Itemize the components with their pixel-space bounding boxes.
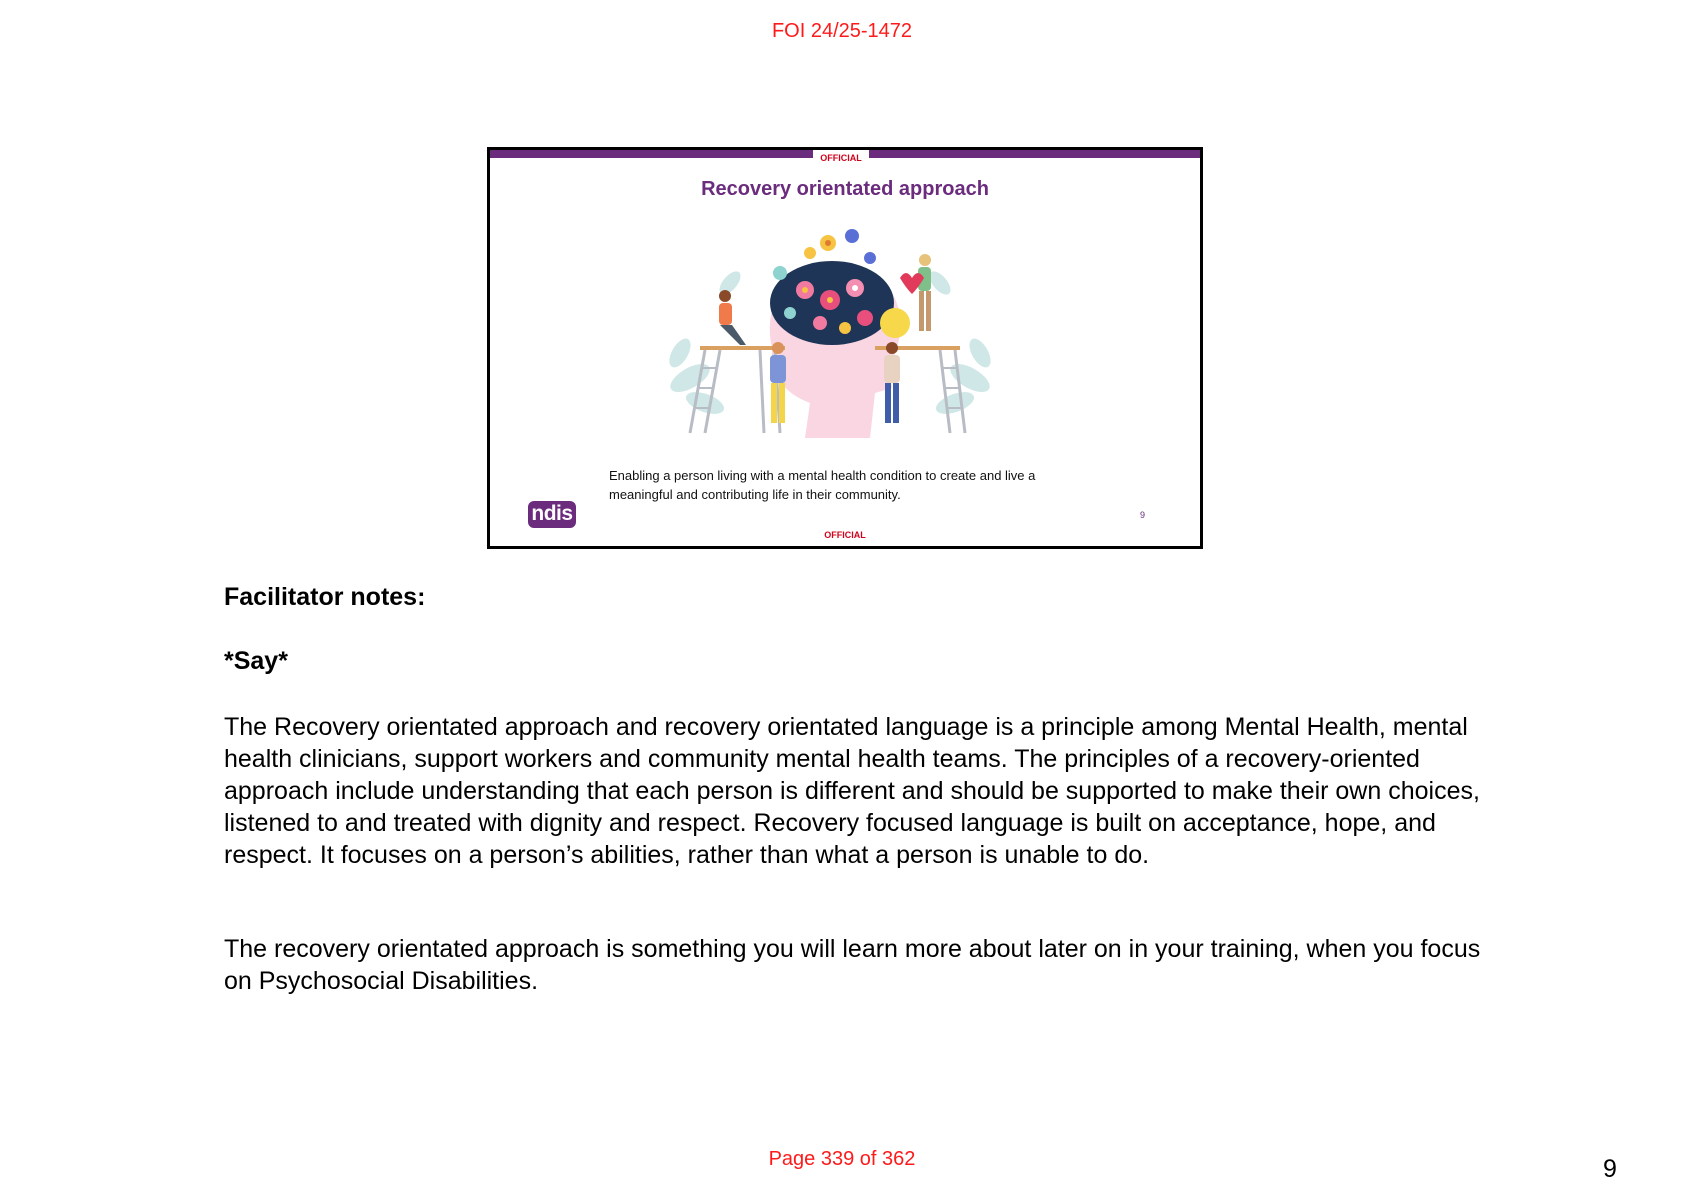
ndis-logo: ndis xyxy=(528,501,576,528)
say-label: *Say* xyxy=(224,647,288,675)
notes-paragraph-1: The Recovery orientated approach and recovery orientated language is a principle among Mental Health, mental health clinicians, support workers and community mental health teams. The principles of a recovery-oriented approach include understanding that each person is different and should be supported to make their own choices, listened to and treated with dignity and respect. Recovery focused language is built on acceptance, hope, and respect. It focuses on a person’s abilities, rather than what a person is unable to do. xyxy=(224,713,1480,869)
slide-number: 9 xyxy=(1140,510,1146,520)
notes-paragraph-2: The recovery orientated approach is something you will learn more about later on in your training, when you focus on Psychosocial Disabilities. xyxy=(224,935,1481,995)
classification-bottom: OFFICIAL xyxy=(824,530,866,540)
facilitator-notes-heading: Facilitator notes: xyxy=(224,583,426,611)
slide-caption xyxy=(609,466,1079,504)
slide-title: Recovery orientated approach xyxy=(701,178,989,200)
slide-caption-line1: Enabling a person living with a mental health condition to create and live a xyxy=(609,468,1036,483)
page-footer-label: Page 339 of 362 xyxy=(768,1148,916,1170)
brain-garden-illustration xyxy=(660,228,1000,453)
slide-thumbnail xyxy=(487,147,1203,549)
foi-reference: FOI 24/25-1472 xyxy=(771,20,913,42)
slide-caption-line2: meaningful and contributing life in their community. xyxy=(609,487,901,502)
classification-top: OFFICIAL xyxy=(813,150,869,165)
page-number: 9 xyxy=(1603,1155,1617,1183)
